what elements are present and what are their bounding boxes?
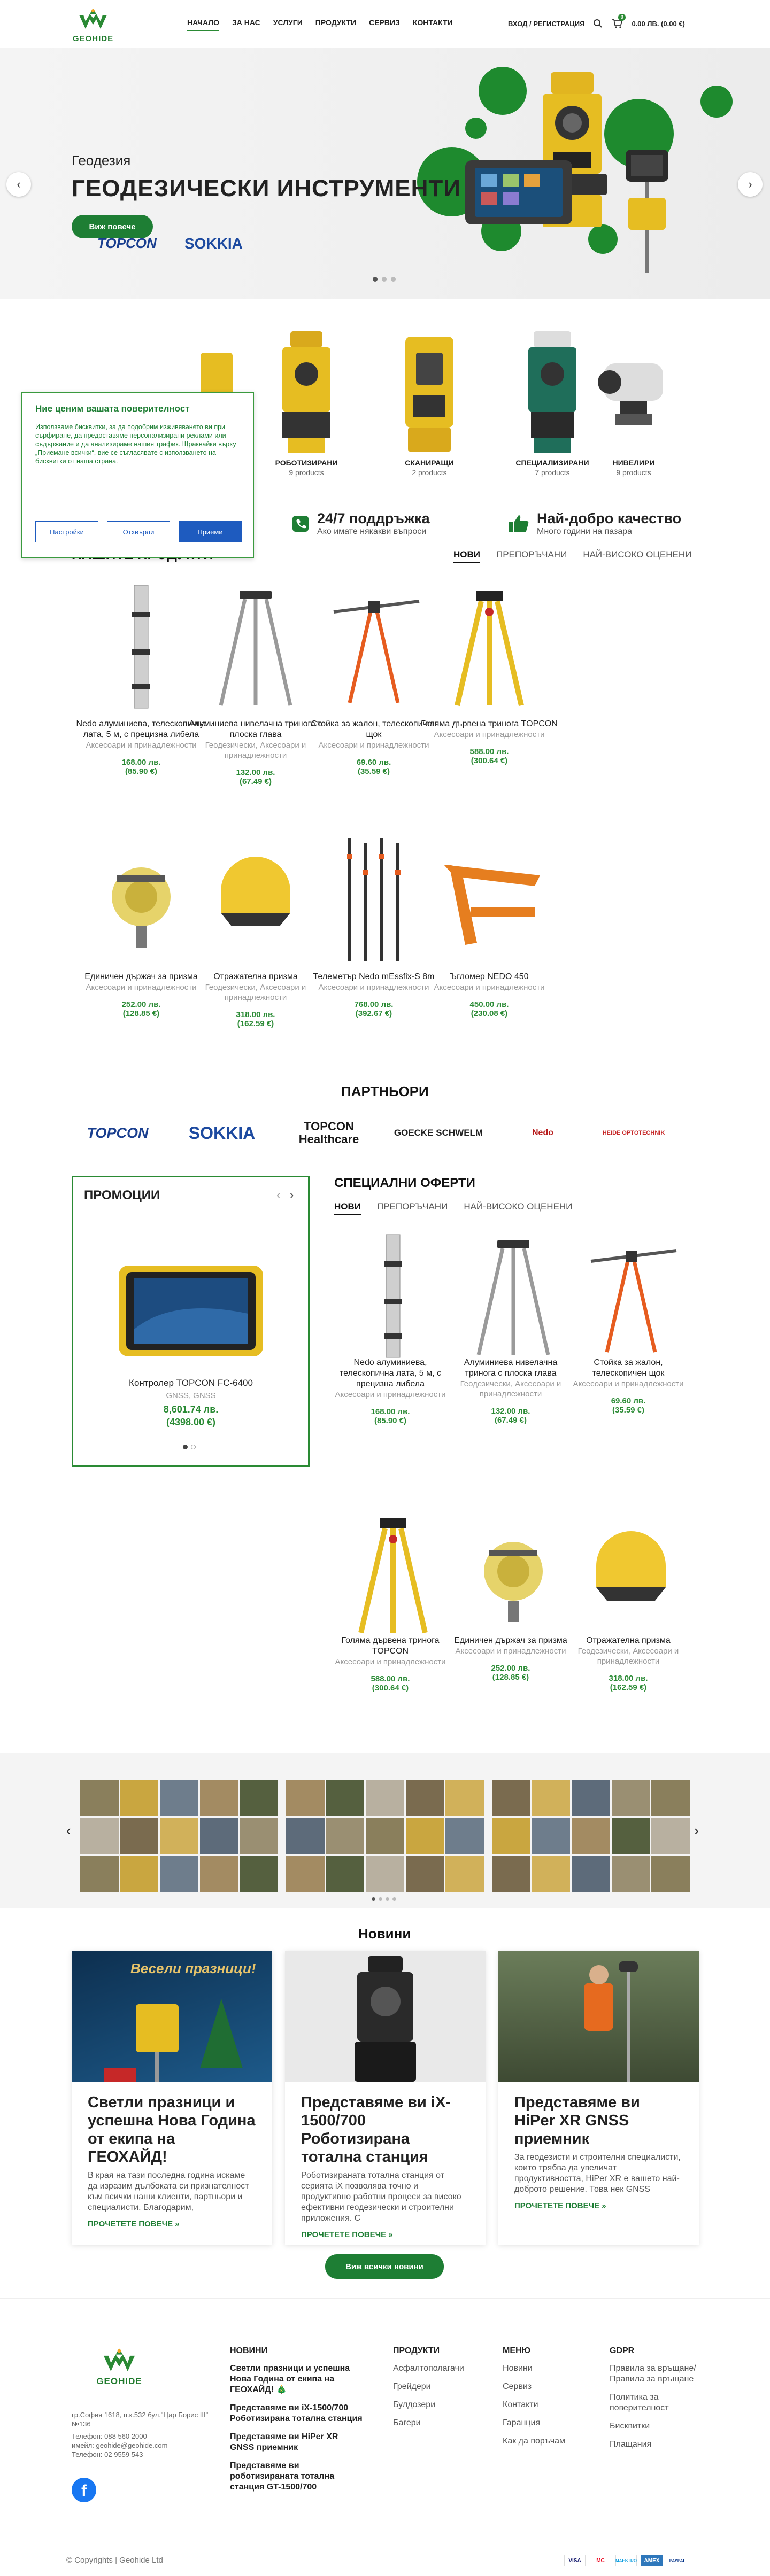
footer-link[interactable]: Представяме ви HiPer XR GNSS приемник <box>230 2432 338 2452</box>
footer-logo[interactable] <box>95 2346 143 2387</box>
product-price: 252.00 лв. <box>491 1664 530 1673</box>
gallery-thumb <box>406 1780 444 1816</box>
product-image[interactable] <box>433 833 545 966</box>
gallery-thumb <box>286 1856 325 1892</box>
site-logo[interactable] <box>72 6 114 44</box>
hero-subtitle: Геодезия <box>72 152 131 168</box>
product-image[interactable] <box>433 580 545 713</box>
gallery-thumb <box>160 1856 198 1892</box>
product-image[interactable] <box>85 833 197 966</box>
product-price: 588.00 лв. <box>469 747 509 756</box>
product-image[interactable] <box>457 1507 564 1630</box>
product-category[interactable]: Аксесоари и принадлежности <box>335 1390 446 1399</box>
product-category[interactable]: Аксесоари и принадлежности <box>455 1647 566 1656</box>
footer-col-title: МЕНЮ <box>503 2346 531 2355</box>
tab-recommended[interactable]: ПРЕПОРЪЧАНИ <box>377 1201 448 1212</box>
product-category[interactable]: Аксесоари и принадлежности <box>318 983 429 992</box>
topcon-logo: TOPCON <box>97 235 157 251</box>
cookie-accept-button[interactable]: Приеми <box>179 521 242 542</box>
product-name[interactable]: Nedo алуминиева, телескопична лата, 5 м, с прецизна либела <box>76 719 206 739</box>
slider-dot-active[interactable] <box>373 277 378 282</box>
main-nav <box>187 18 453 31</box>
product-image[interactable] <box>337 1229 444 1352</box>
amex-icon: AMEX <box>641 2555 663 2566</box>
header-actions <box>508 14 685 29</box>
footer-link[interactable]: Представяме ви iX-1500/700 Роботизирана тотална станция <box>230 2403 363 2423</box>
chevron-left-icon: ‹ <box>17 177 21 191</box>
logo-wordmark: GEOHIDE <box>72 34 114 43</box>
gallery-thumb <box>80 1818 119 1854</box>
product-price: 168.00 лв. <box>121 758 161 767</box>
feature-quality <box>508 510 681 537</box>
product-price-eur: (128.85 €) <box>492 1673 529 1682</box>
hero-prev-arrow[interactable] <box>6 172 31 197</box>
phone-icon <box>291 515 310 533</box>
product-name[interactable]: Голяма дървена тринога TOPCON <box>341 1636 440 1656</box>
level-instrument-image <box>594 331 674 454</box>
footer-link[interactable]: Плащания <box>610 2440 652 2449</box>
product-price: 588.00 лв. <box>371 1674 410 1683</box>
gallery-thumb <box>200 1818 238 1854</box>
promo-price: 8,601.74 лв. <box>163 1404 219 1415</box>
product-category[interactable]: Геодезически, Аксесоари и принадлежности <box>205 983 306 1002</box>
gallery-image[interactable] <box>286 1780 484 1892</box>
gallery-thumb <box>120 1780 159 1816</box>
product-image[interactable] <box>575 1507 682 1630</box>
footer-logo-wordmark: GEOHIDE <box>96 2376 142 2386</box>
product-price-eur: (162.59 €) <box>237 1019 274 1028</box>
login-link[interactable]: ВХОД / РЕГИСТРАЦИЯ <box>508 19 585 28</box>
footer-link[interactable]: Булдозери <box>393 2400 436 2409</box>
tab-top-rated[interactable]: НАЙ-ВИСОКО ОЦЕНЕНИ <box>464 1201 573 1212</box>
gallery-dots <box>372 1897 396 1901</box>
footer-link[interactable]: Бисквитки <box>610 2422 650 2431</box>
product-name[interactable]: Nedo алуминиева, телескопична лата, 5 м, с прецизна либела <box>340 1358 441 1388</box>
product-price: 450.00 лв. <box>469 1000 509 1009</box>
category-count: 7 products <box>535 468 570 477</box>
nav-services[interactable]: УСЛУГИ <box>273 18 303 27</box>
gallery-thumb <box>445 1856 484 1892</box>
search-icon[interactable] <box>593 19 603 28</box>
gallery-thumb <box>200 1780 238 1816</box>
partner-sokkia[interactable]: SOKKIA <box>188 1123 256 1143</box>
product-card[interactable] <box>569 1507 687 1692</box>
feature-text: Много години на пазара <box>537 527 633 536</box>
gallery-thumb <box>612 1818 650 1854</box>
gallery-thumb <box>240 1856 278 1892</box>
nav-about[interactable]: ЗА НАС <box>232 18 260 27</box>
feature-title: Най-добро качество <box>537 510 682 526</box>
thumbs-up-icon <box>508 514 529 533</box>
product-price-eur: (35.59 €) <box>612 1406 645 1415</box>
product-price-eur: (85.90 €) <box>374 1416 407 1425</box>
sokkia-logo: SOKKIA <box>184 235 243 252</box>
scanning-station-image <box>389 331 469 454</box>
slider-dot[interactable] <box>382 277 387 282</box>
gallery-thumb <box>532 1818 571 1854</box>
promo-price-eur: (4398.00 €) <box>166 1417 216 1427</box>
tab-new[interactable]: НОВИ <box>334 1201 361 1215</box>
gallery-thumb <box>120 1856 159 1892</box>
news-image <box>72 1951 272 2082</box>
mastercard-icon: MC <box>590 2555 611 2566</box>
footer-col-news <box>230 2346 364 2500</box>
product-price-eur: (230.08 €) <box>471 1009 508 1018</box>
slider-dot-active[interactable] <box>372 1897 375 1901</box>
product-price-eur: (162.59 €) <box>610 1683 647 1692</box>
maestro-icon: MAESTRO <box>615 2555 637 2566</box>
paypal-icon: PAYPAL <box>667 2555 688 2566</box>
decor-circle <box>700 86 733 118</box>
gallery-thumb <box>240 1818 278 1854</box>
category-count: 2 products <box>412 468 447 477</box>
product-image[interactable] <box>85 580 197 713</box>
chevron-right-icon[interactable]: › <box>694 1822 699 1838</box>
gallery-thumb <box>445 1818 484 1854</box>
product-category[interactable]: Аксесоари и принадлежности <box>318 741 429 750</box>
category-count: 9 products <box>289 468 324 477</box>
footer-col-products <box>393 2346 484 2436</box>
footer-col-title: ПРОДУКТИ <box>393 2346 440 2355</box>
gallery-carousel <box>0 1753 770 1908</box>
footer-col-menu <box>503 2346 594 2454</box>
hero-controller-image <box>465 160 572 224</box>
promo-next-icon[interactable]: › <box>290 1188 294 1201</box>
footer-link[interactable]: Гаранция <box>503 2418 541 2427</box>
news-read-more-link[interactable]: ПРОЧЕТЕТЕ ПОВЕЧЕ » <box>514 2201 606 2210</box>
offers-tabs <box>334 1201 572 1215</box>
gallery-thumb <box>200 1856 238 1892</box>
gallery-thumb <box>572 1780 610 1816</box>
product-card[interactable] <box>332 1229 449 1425</box>
gallery-thumb <box>651 1856 690 1892</box>
news-image <box>498 1951 699 2082</box>
slider-dot-active[interactable] <box>183 1445 188 1449</box>
decor-circle <box>479 67 527 115</box>
product-card[interactable] <box>452 1507 569 1682</box>
tab-new[interactable]: НОВИ <box>453 549 480 563</box>
gallery-thumb <box>326 1818 365 1854</box>
footer-col-title: НОВИНИ <box>230 2346 268 2355</box>
product-name[interactable]: Ъгломер NEDO 450 <box>450 972 529 981</box>
product-category[interactable]: Аксесоари и принадлежности <box>86 983 197 992</box>
gallery-thumb <box>160 1780 198 1816</box>
copyright: © Copyrights | Geohide Ltd <box>66 2556 163 2565</box>
gallery-thumb <box>286 1780 325 1816</box>
footer-link[interactable]: Багери <box>393 2418 421 2427</box>
footer-contact <box>72 2410 211 2459</box>
robotic-station-image <box>266 331 346 454</box>
product-name[interactable]: Отражателна призма <box>586 1636 671 1645</box>
chevron-left-icon[interactable]: ‹ <box>66 1822 71 1838</box>
product-category[interactable]: Геодезически, Аксесоари и принадлежности <box>205 741 306 760</box>
gallery-thumb <box>532 1780 571 1816</box>
category-count: 9 products <box>616 468 651 477</box>
category-name: РОБОТИЗИРАНИ <box>275 459 338 467</box>
category-name: СПЕЦИАЛИЗИРАНИ <box>515 459 589 467</box>
promo-prev-icon[interactable]: ‹ <box>276 1188 281 1201</box>
promo-product-cat: GNSS, GNSS <box>166 1391 216 1400</box>
product-price: 318.00 лв. <box>609 1674 648 1683</box>
footer-email[interactable]: имейл: geohide@geohide.com <box>72 2441 168 2449</box>
cookie-text: Използваме бисквитки, за да подобрим изживяването ви при сърфиране, да предоставяме персонализирани реклами или съдържание и да анализираме нашия трафик. Щраквайки върху „Приемане всички“, вие се съгласявате с използването на бисквитки от наша страна. <box>35 423 236 465</box>
site-header <box>0 0 770 48</box>
gallery-image[interactable] <box>492 1780 690 1892</box>
promo-dots <box>183 1445 196 1449</box>
hero-dots <box>373 277 396 282</box>
slider-dot[interactable] <box>391 277 396 282</box>
footer-divider <box>0 2298 770 2299</box>
partners-title: ПАРТНЬОРИ <box>341 1083 429 1099</box>
feature-title: 24/7 поддръжка <box>317 510 430 526</box>
tab-recommended[interactable]: ПРЕПОРЪЧАНИ <box>496 549 567 560</box>
product-name[interactable]: Алуминиева нивелачна тринога с плоска глава <box>464 1358 558 1378</box>
facebook-icon[interactable]: f <box>72 2478 96 2502</box>
news-card-title[interactable]: Представяме ви iX-1500/700 Роботизирана тотална станция <box>301 2094 451 2166</box>
gallery-thumb <box>532 1856 571 1892</box>
partner-nedo[interactable]: Nedo <box>532 1128 553 1137</box>
product-name[interactable]: Единичен държач за призма <box>84 972 198 981</box>
slider-dot[interactable] <box>191 1445 196 1449</box>
hero-rover-image <box>615 139 679 278</box>
gallery-thumb <box>406 1818 444 1854</box>
footer-address: гр.София 1618, п.к.532 бул."Цар Борис III" №136 <box>72 2411 209 2428</box>
product-price: 768.00 лв. <box>354 1000 394 1009</box>
footer-fax: Телефон: 02 9559 543 <box>72 2450 143 2458</box>
partner-topcon[interactable]: TOPCON <box>87 1124 149 1141</box>
footer-link[interactable]: Светли празници и успешна Нова Година от екипа на ГЕОХАЙД! 🎄 <box>230 2364 350 2394</box>
news-banner-text: Весели празници! <box>130 1960 256 1976</box>
gallery-thumb <box>240 1780 278 1816</box>
news-card-excerpt: Роботизираната тотална станция от серията iX позволява точно и продуктивно работни процеси за високо ефективни геодезически и строителни приложения. С <box>301 2171 461 2223</box>
footer-link[interactable]: Как да поръчам <box>503 2437 566 2446</box>
news-card-excerpt: За геодезисти и строителни специалисти, които трябва да увеличат продуктивността, HiPer XR е вашето най-доброто решение. Това нек GNSS <box>514 2153 681 2194</box>
product-category[interactable]: Аксесоари и принадлежности <box>335 1657 446 1666</box>
news-card-excerpt: В края на тази последна година искаме да изразим дълбоката си признателност към всички наши клиенти, партньори и специалисти. Благодарим, <box>88 2171 249 2212</box>
visa-icon: VISA <box>564 2555 586 2566</box>
product-name[interactable]: Стойка за жалон, телескопичен щок <box>311 719 437 739</box>
gallery-thumb <box>286 1818 325 1854</box>
product-price: 168.00 лв. <box>371 1407 410 1416</box>
gallery-thumb <box>445 1780 484 1816</box>
product-image[interactable] <box>337 1507 444 1630</box>
gallery-thumb <box>492 1818 530 1854</box>
product-image[interactable] <box>318 580 430 713</box>
footer-link[interactable]: Правила за връщане/Правила за връщане <box>610 2364 696 2384</box>
footer-link[interactable]: Новини <box>503 2364 533 2373</box>
product-name[interactable]: Телеметър Nedo mEssfix-S 8m <box>313 972 435 981</box>
news-read-more-link[interactable]: ПРОЧЕТЕТЕ ПОВЕЧЕ » <box>301 2230 393 2239</box>
category-specialized[interactable] <box>512 331 592 477</box>
product-price: 69.60 лв. <box>611 1396 646 1406</box>
slider-dot[interactable] <box>379 1897 382 1901</box>
gallery-thumb <box>326 1780 365 1816</box>
gallery-thumb <box>612 1856 650 1892</box>
hero-next-arrow[interactable] <box>738 172 763 197</box>
gallery-thumb <box>572 1856 610 1892</box>
gallery-thumb <box>80 1856 119 1892</box>
category-name: НИВЕЛИРИ <box>612 459 655 467</box>
footer-link[interactable]: Контакти <box>503 2400 538 2409</box>
gallery-thumb <box>366 1856 404 1892</box>
nav-products[interactable]: ПРОДУКТИ <box>315 18 357 27</box>
footer-link[interactable]: Грейдери <box>393 2382 431 2391</box>
product-image[interactable] <box>199 833 312 966</box>
product-name[interactable]: Стойка за жалон, телескопичен щок <box>592 1358 665 1378</box>
chevron-right-icon: › <box>748 177 752 191</box>
cart-icon[interactable] <box>611 14 623 29</box>
product-price-eur: (300.64 €) <box>471 756 508 765</box>
gallery-thumb <box>612 1780 650 1816</box>
gallery-thumb <box>160 1818 198 1854</box>
product-price-eur: (128.85 €) <box>122 1009 160 1018</box>
gallery-thumb <box>492 1780 530 1816</box>
news-card[interactable] <box>498 1951 699 2245</box>
product-card[interactable] <box>452 1229 569 1425</box>
gallery-thumb <box>326 1856 365 1892</box>
product-price: 132.00 лв. <box>236 768 275 777</box>
products-tabs <box>453 549 691 563</box>
hero-title: ГЕОДЕЗИЧЕСКИ ИНСТРУМЕНТИ <box>72 175 461 201</box>
decor-circle <box>465 118 487 139</box>
gallery-thumb <box>80 1780 119 1816</box>
product-category[interactable]: Аксесоари и принадлежности <box>573 1379 684 1388</box>
news-card-title[interactable]: Представяме ви HiPer XR GNSS приемник <box>514 2094 640 2147</box>
product-category[interactable]: Аксесоари и принадлежности <box>86 741 197 750</box>
partner-topcon-healthcare[interactable]: TOPCON Healthcare <box>298 1120 359 1146</box>
promo-box <box>72 1176 310 1467</box>
cookie-customize-button[interactable]: Настройки <box>35 521 98 542</box>
gallery-thumb <box>492 1856 530 1892</box>
slider-dot[interactable] <box>392 1897 396 1901</box>
product-price-eur: (300.64 €) <box>372 1683 409 1693</box>
feature-support <box>291 510 430 537</box>
payment-icons <box>564 2555 688 2566</box>
product-price: 318.00 лв. <box>236 1010 275 1019</box>
cookie-title: Ние ценим вашата поверителност <box>35 404 190 414</box>
category-robotic[interactable] <box>266 331 346 477</box>
slider-dot[interactable] <box>386 1897 389 1901</box>
promo-title: ПРОМОЦИИ <box>84 1188 160 1202</box>
partner-goecke[interactable]: GOECKE SCHWELM <box>394 1128 483 1138</box>
product-name[interactable]: Алуминиева нивелачна тринога с плоска глава <box>189 719 322 739</box>
footer-link[interactable]: Политика за поверителност <box>610 2393 669 2412</box>
category-levels[interactable] <box>594 331 674 477</box>
news-card-title[interactable]: Светли празници и успешна Нова Година от екипа на ГЕОХАЙД! <box>88 2094 256 2166</box>
product-image[interactable] <box>199 580 312 713</box>
gallery-thumb <box>651 1780 690 1816</box>
gallery-thumb <box>651 1818 690 1854</box>
product-price-eur: (392.67 €) <box>355 1009 392 1018</box>
product-price: 69.60 лв. <box>356 758 391 767</box>
gallery-thumb <box>366 1818 404 1854</box>
product-category[interactable]: Аксесоари и принадлежности <box>434 730 545 739</box>
promo-product-name[interactable]: Контролер TOPCON FC-6400 <box>129 1378 253 1388</box>
product-image[interactable] <box>457 1229 564 1352</box>
product-card[interactable] <box>569 1229 687 1415</box>
gallery-image[interactable] <box>80 1780 278 1892</box>
gallery-thumb <box>366 1780 404 1816</box>
product-name[interactable]: Отражателна призма <box>213 972 298 981</box>
product-category[interactable]: Геодезически, Аксесоари и принадлежности <box>578 1647 679 1666</box>
hero-cta-button[interactable]: Виж повече <box>72 215 153 238</box>
product-category[interactable]: Аксесоари и принадлежности <box>434 983 545 992</box>
product-card[interactable] <box>332 1507 449 1693</box>
news-image <box>285 1951 486 2082</box>
product-name[interactable]: Единичен държач за призма <box>454 1636 567 1645</box>
product-card[interactable] <box>420 580 559 765</box>
product-price: 252.00 лв. <box>121 1000 161 1009</box>
specialized-station-image <box>512 331 592 454</box>
footer-col-title: GDPR <box>610 2346 635 2355</box>
hero-slider <box>0 48 770 299</box>
footer-link[interactable]: Представяме ви роботизираната тотална станция GT-1500/700 <box>230 2461 335 2492</box>
category-scanning[interactable] <box>389 331 469 477</box>
news-read-more-link[interactable]: ПРОЧЕТЕТЕ ПОВЕЧЕ » <box>88 2220 180 2229</box>
product-price: 132.00 лв. <box>491 1407 530 1416</box>
product-price-eur: (35.59 €) <box>357 767 390 776</box>
product-category[interactable]: Геодезически, Аксесоари и принадлежности <box>460 1379 561 1399</box>
cart-count-badge: 0 <box>618 14 626 21</box>
footer-col-gdpr <box>610 2346 700 2457</box>
product-image[interactable] <box>318 833 430 966</box>
partner-heide[interactable]: HEIDE OPTOTECHNIK <box>602 1130 665 1136</box>
product-price-eur: (85.90 €) <box>125 767 158 776</box>
cookie-consent-dialog <box>21 392 254 558</box>
promo-product-image <box>119 1266 263 1356</box>
gallery-thumb <box>572 1818 610 1854</box>
news-card[interactable] <box>72 1951 272 2245</box>
tab-top-rated[interactable]: НАЙ-ВИСОКО ОЦЕНЕНИ <box>583 549 692 560</box>
nav-home[interactable]: НАЧАЛО <box>187 18 219 31</box>
cart-total[interactable]: 0.00 ЛВ. (0.00 €) <box>632 19 685 28</box>
product-card[interactable] <box>420 833 559 1018</box>
footer-link[interactable]: Сервиз <box>503 2382 532 2391</box>
cookie-reject-button[interactable]: Отхвърли <box>107 521 170 542</box>
all-news-button[interactable]: Виж всички новини <box>325 2254 444 2279</box>
product-image[interactable] <box>575 1229 682 1352</box>
product-price-eur: (67.49 €) <box>494 1416 527 1425</box>
gallery-thumb <box>120 1818 159 1854</box>
news-card[interactable] <box>285 1951 486 2245</box>
category-name: СКАНИРАЩИ <box>405 459 454 467</box>
feature-text: Ако имате някакви въпроси <box>317 527 427 536</box>
footer-phone: Телефон: 088 560 2000 <box>72 2432 147 2440</box>
news-title: Новини <box>358 1926 411 1942</box>
footer-link[interactable]: Асфалтополагачи <box>393 2364 464 2373</box>
product-price-eur: (67.49 €) <box>239 777 272 786</box>
nav-contacts[interactable]: КОНТАКТИ <box>412 18 453 27</box>
offers-title: СПЕЦИАЛНИ ОФЕРТИ <box>334 1176 475 1190</box>
product-name[interactable]: Голяма дървена тринога TOPCON <box>421 719 558 728</box>
nav-service[interactable]: СЕРВИЗ <box>369 18 400 27</box>
gallery-thumb <box>406 1856 444 1892</box>
